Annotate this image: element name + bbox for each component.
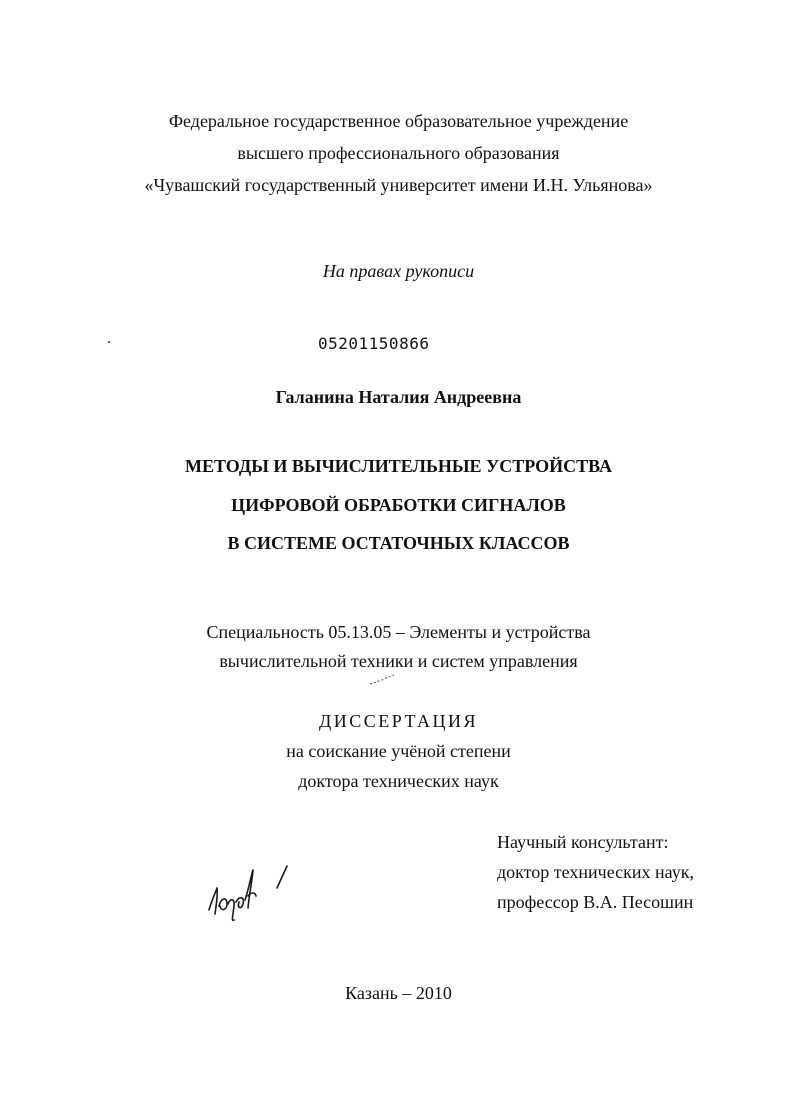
advisor-line-2: доктор технических наук, [497,862,694,882]
dissertation-type: ДИССЕРТАЦИЯ [318,711,479,731]
author-name: Галанина Наталия Андреевна [275,387,522,407]
advisor-line-1: Научный консультант: [497,832,669,852]
author-signature [205,862,300,924]
degree-line-2: доктора технических наук [298,771,499,791]
org-line-1: Федеральное государственное образовательное учреждение [168,111,629,131]
org-line-3: «Чувашский государственный университет имени И.Н. Ульянова» [144,175,653,195]
title-line-3: В СИСТЕМЕ ОСТАТОЧНЫХ КЛАССОВ [227,533,570,553]
specialty-line-1: Специальность 05.13.05 – Элементы и устройства [206,622,591,642]
specialty-line-2: вычислительной техники и систем управления [219,651,578,671]
degree-line-1: на соискание учёной степени [286,741,511,761]
registry-code: 05201150866 [318,334,430,353]
city-year: Казань – 2010 [345,983,452,1003]
advisor-line-3: профессор В.А. Песошин [497,892,694,912]
manuscript-note: На правах рукописи [322,261,475,281]
title-line-2: ЦИФРОВОЙ ОБРАБОТКИ СИГНАЛОВ [231,495,566,515]
pen-mark [368,673,396,687]
scan-speck [108,341,110,343]
title-line-1: МЕТОДЫ И ВЫЧИСЛИТЕЛЬНЫЕ УСТРОЙСТВА [184,456,613,476]
org-line-2: высшего профессионального образования [237,143,560,163]
